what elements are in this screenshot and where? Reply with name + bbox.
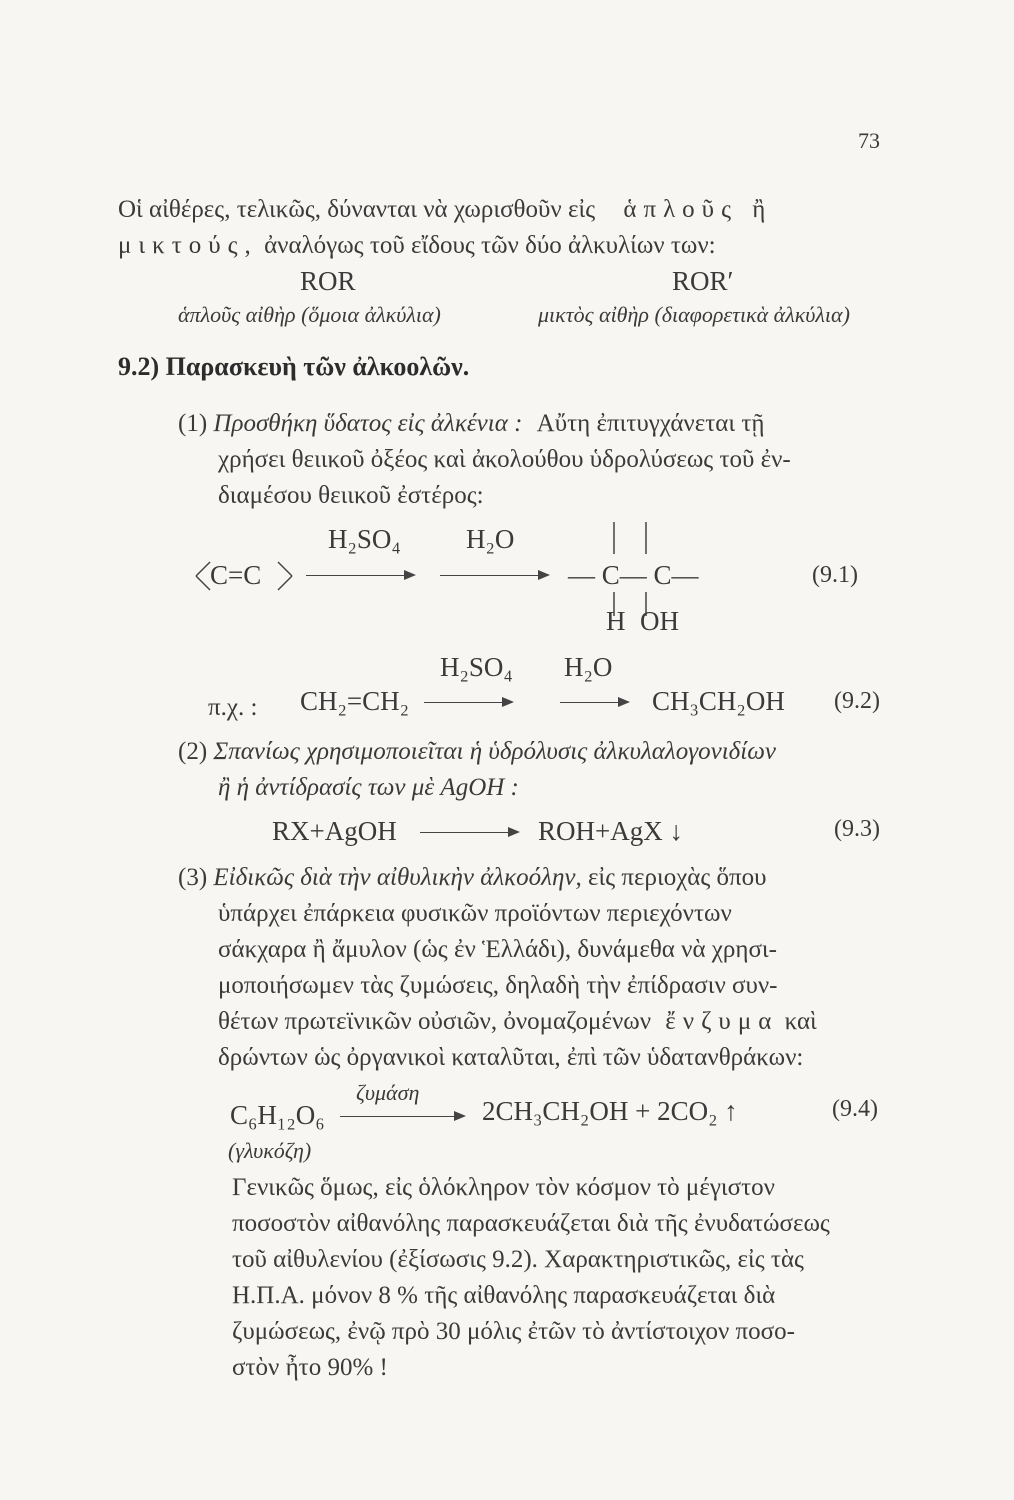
intro-text-2: ἀναλόγως τοῦ εἴδους τῶν δύο ἀλκυλίων των: — [264, 232, 716, 259]
word-mixed: μικτούς, — [118, 232, 258, 259]
closing-line-4: Η.Π.Α. μόνον 8 % τῆς αἰθανόλης παρασκευάζεται διὰ — [232, 1282, 776, 1309]
eq4-reactant-name: (γλυκόζη) — [228, 1138, 312, 1163]
eq1-arrow-1-head — [404, 570, 416, 580]
intro-text: Οἱ αἰθέρες, τελικῶς, δύνανται νὰ χωρισθοῦν εἰς — [118, 196, 596, 223]
method3-line-6: δρώντων ὡς ὀργανικοὶ καταλῦται, ἐπὶ τῶν ὑδατανθράκων: — [218, 1044, 804, 1071]
method1-text-1: Αὔτη ἐπιτυγχάνεται τῇ — [536, 410, 765, 437]
eq2-number: (9.2) — [834, 688, 880, 714]
eq2-arrow-head — [502, 697, 514, 707]
eq1-sub-h: H — [606, 606, 626, 636]
word-enzyme: ἔνζυμα — [665, 1008, 779, 1035]
closing-line-5: ζυμώσεως, ἐνῷ πρὸ 30 μόλις ἐτῶν τὸ ἀντίστοιχον ποσο- — [232, 1318, 795, 1345]
eq2-reagent-2: H₂O — [564, 652, 613, 682]
eq1-arrow-2 — [440, 575, 540, 576]
ether-formula-mixed: ROR′ — [672, 266, 734, 296]
closing-line-3: τοῦ αἰθυλενίου (ἐξίσωσις 9.2). Χαρακτηριστικῶς, εἰς τὰς — [232, 1246, 804, 1273]
method3-line-2: ὑπάρχει ἐπάρκεια φυσικῶν προϊόντων περιεχόντων — [218, 900, 732, 927]
eq1-reagent-2: H₂O — [466, 524, 515, 554]
method1-line-1 — [178, 406, 764, 442]
method3-line-4: μοποιήσωμεν τὰς ζυμώσεις, δηλαδὴ τὴν ἐπίδρασιν συν- — [218, 972, 778, 999]
ether-caption-simple: ἁπλοῦς αἰθὴρ (ὅμοια ἀλκύλια) — [178, 302, 441, 327]
method2-text-1: Σπανίως χρησιμοποιεῖται ἡ ὑδρόλυσις ἀλκυλαλογονιδίων — [213, 738, 776, 765]
method3-text-5a: θέτων πρωτεϊνικῶν οὐσιῶν, ὀνομαζομένων — [218, 1008, 652, 1035]
ether-formula-simple: ROR — [300, 266, 356, 296]
page-number: 73 — [858, 128, 880, 153]
intro-line-2 — [118, 228, 716, 264]
method3-text-1: εἰς περιοχὰς ὅπου — [588, 864, 767, 891]
eq3-reactant: RX+AgOH — [272, 816, 397, 846]
eq2-prefix: π.χ. : — [208, 694, 258, 721]
method1-number: (1) — [178, 410, 208, 437]
section-heading: 9.2) Παρασκευὴ τῶν ἀλκοολῶν. — [118, 352, 470, 381]
method2-line-1 — [178, 734, 776, 770]
eq2-arrow-2 — [560, 702, 620, 703]
intro-line-1 — [118, 192, 765, 228]
eq3-number: (9.3) — [834, 816, 880, 842]
closing-line-1: Γενικῶς ὅμως, εἰς ὁλόκληρον τὸν κόσμον τὸ μέγιστον — [232, 1174, 775, 1201]
eq4-reagent: ζυμάση — [356, 1080, 420, 1105]
eq2-arrow — [424, 702, 504, 703]
ether-caption-mixed: μικτὸς αἰθὴρ (διαφορετικὰ ἀλκύλια) — [538, 302, 850, 327]
method3-line-3: σάκχαρα ἢ ἄμυλον (ὡς ἐν Ἑλλάδι), δυνάμεθα νὰ χρησι- — [218, 936, 777, 963]
closing-line-2: ποσοστὸν αἰθανόλης παρασκευάζεται διὰ τῆς ἐνυδατώσεως — [232, 1210, 830, 1237]
method3-title: Εἰδικῶς διὰ τὴν αἰθυλικὴν ἀλκοόλην, — [213, 864, 582, 891]
eq1-reactant: C=C — [210, 560, 262, 590]
word-simple: ἁπλοῦς — [623, 196, 738, 223]
method3-text-5b: καὶ — [784, 1008, 817, 1035]
eq1-reagent-1: H₂SO₄ — [328, 524, 401, 554]
method2-line-2: ἢ ἡ ἀντίδρασίς των μὲ AgOH : — [218, 774, 519, 801]
method2-number: (2) — [178, 738, 208, 765]
eq1-sub-oh: OH — [640, 606, 679, 636]
method1-line-2: χρήσει θειικοῦ ὀξέος καὶ ἀκολούθου ὑδρολύσεως τοῦ ἐν- — [218, 446, 791, 473]
method3-number: (3) — [178, 864, 208, 891]
eq2-arrow-2-head — [618, 697, 630, 707]
eq4-reactant: C₆H₁₂O₆ — [230, 1100, 325, 1130]
eq4-product: 2CH₃CH₂OH + 2CO₂ ↑ — [482, 1096, 738, 1126]
eq2-reagent-1: H₂SO₄ — [440, 652, 513, 682]
eq4-arrow-head — [454, 1111, 466, 1121]
intro-eta: ἢ — [752, 196, 766, 223]
closing-line-6: στὸν ἦτο 90% ! — [232, 1354, 388, 1381]
eq1-number: (9.1) — [812, 562, 858, 588]
eq3-arrow-head — [508, 827, 520, 837]
method3-line-5 — [218, 1004, 817, 1040]
eq1-arrow-2-head — [538, 570, 550, 580]
eq2-product: CH₃CH₂OH — [652, 686, 785, 716]
eq4-number: (9.4) — [832, 1096, 878, 1122]
method1-title: Προσθήκη ὕδατος εἰς ἀλκένια : — [213, 410, 523, 437]
method3-line-1 — [178, 860, 767, 896]
eq1-product: — C— C— — [568, 560, 699, 590]
eq3-arrow — [420, 832, 510, 833]
eq4-arrow — [340, 1116, 456, 1117]
method1-line-3: διαμέσου θειικοῦ ἐστέρος: — [218, 482, 484, 509]
eq2-reactant: CH₂=CH₂ — [300, 686, 410, 716]
eq3-product: ROH+AgX ↓ — [538, 816, 683, 846]
eq1-arrow-1 — [306, 575, 406, 576]
